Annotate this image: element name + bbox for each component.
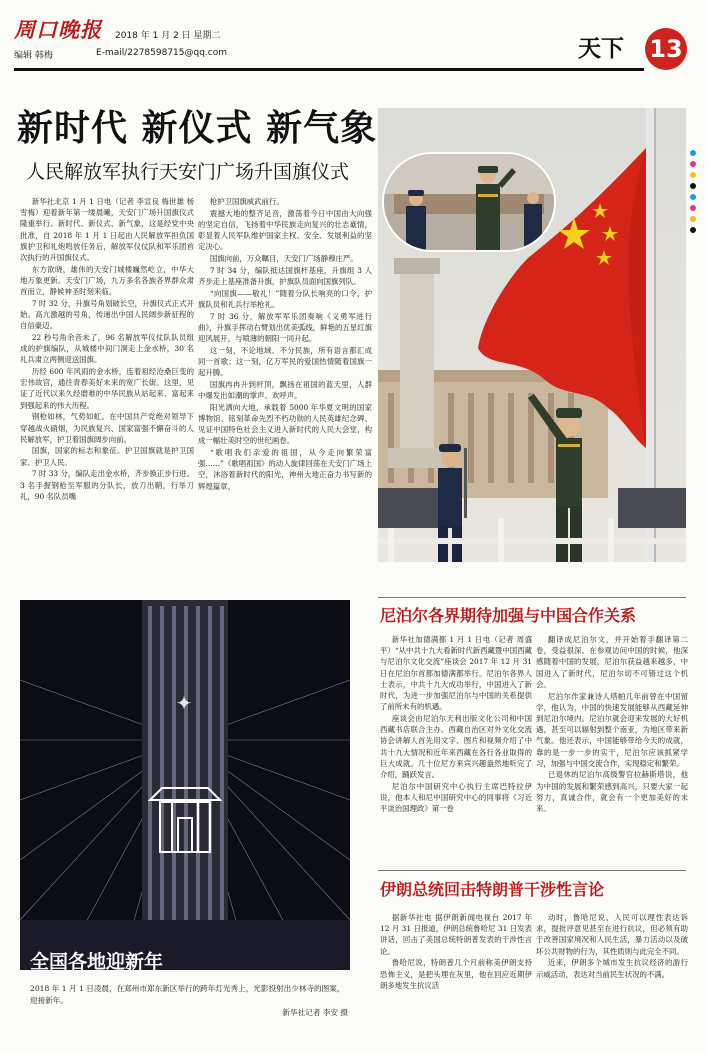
paragraph: 22 秒号角余音未了，96 名解放军仪仗队队员组成的护旗编队，从城楼中间门洞走上金水桥，30 名礼兵肃立两侧迎送国旗。 [20, 332, 194, 365]
paragraph: 尼泊尔作家兼诗人塔帕几年前曾在中国留学，他认为，中国的快速发展能够从西藏延伸到尼泊尔境内。尼泊尔就会迎来发展的大好机遇，甚至可以辐射到整个南亚，为地区带来新气象。他还表示，中国能够带给今天的成就，靠的是一步一步的实干，尼泊尔应该抓紧学习，加强与中国交流合作，实现稳定和繁荣。 [536, 691, 688, 768]
paragraph: “歌唱我们亲爱的祖国，从今走向繁荣富强……”《歌唱祖国》的动人旋律回荡在天安门广场上空，沐浴着新时代的阳光，神州大地正奋力书写新的辉煌篇章。 [198, 447, 372, 491]
story3-title: 伊朗总统回击特朗普干涉性言论 [380, 880, 605, 899]
story3-column-1 [380, 912, 532, 1044]
story3-top-rule [378, 870, 686, 871]
paragraph: 这一刻，不论地域、不分民族，所有语言都汇成同一首歌；这一刻，亿万军民的爱国热情随着国旗一起升腾。 [198, 345, 372, 378]
paragraph: 座谈会由尼泊尔天利出版文化公司和中国西藏书店联合主办。西藏自治区对外文化交流协会讲解人首先用文字、图片和视频介绍了中共十九大情况和近年来西藏在各行各业取得的巨大成就。几十位尼方来宾兴趣盎然地听完了介绍，踊跃发言。 [380, 713, 532, 779]
new-year-light-show-photo [20, 600, 350, 970]
svg-text:✦: ✦ [175, 691, 193, 715]
newspaper-logo: 周口晚报 [14, 17, 102, 42]
story2-column-1 [380, 634, 532, 866]
color-dot [690, 216, 696, 222]
paragraph: 翻译成尼泊尔文，并开始着手翻译第二卷，受益很深。在参观访问中国的时候，他深感随着中国的发展，尼泊尔获益越来越多，中国进入了新时代，尼泊尔切不可错过这个机会。 [536, 635, 688, 689]
paragraph: 7 时 34 分，编队抵达国旗杆基座，升旗组 3 人齐步走上基座准备升旗，护旗队员面向国旗列队。 [198, 265, 372, 286]
story3-column-2 [536, 912, 688, 1044]
paragraph: 鲁哈尼说，特朗普几个月前称美伊朗支持恐怖主义，是把头埋在灰里，他在回应近期伊朗多地发生抗议活 [380, 958, 532, 990]
story2-column-2 [536, 634, 688, 866]
color-dot [690, 150, 696, 156]
color-dot [690, 227, 696, 233]
paragraph: 新华社加德满都 1 月 1 日电（记者 周盛平）“从中共十九大看新时代新西藏暨中国西藏与尼泊尔文化交流”座谈会 2017 年 12 月 31 日在尼泊尔首都加德满都举行。尼泊尔各界人士表示，中共十九大成功举行，中国进入了新时代，为进一步加强尼泊尔与中国的关系提供了前所未有的机遇。 [380, 635, 532, 712]
paragraph: 7 时 32 分，升旗号角划破长空，升旗仪式正式开始。高亢激越的号角，传递出中国人民阔步新征程的自信豪迈。 [20, 298, 194, 331]
story2-top-rule [378, 597, 686, 598]
paragraph: 新华社北京 1 月 1 日电（记者 李宣良 梅世雄 杨雪梅）迎着新年第一缕晨曦，天安门广场升国旗仪式隆重举行。新时代、新仪式、新气象，这是经党中央批准，自 2018 年 1 月 1 日起由人民解放军担负国旗护卫和礼炮鸣放任务后，解放军仪仗队和军乐团首次执行的升国旗仪式。 [20, 197, 194, 263]
paragraph: 国旗冉冉升到杆顶，飘扬在祖国的蓝天里，人群中爆发出如潮的掌声、欢呼声。 [198, 379, 372, 400]
paragraph: 枪护卫国旗威武前行。 [209, 197, 284, 206]
color-dots-decoration [690, 150, 706, 238]
editor-email: E-mail/2278598715@qq.com [96, 48, 228, 58]
paragraph: 阳光洒向大地，承载着 5000 年华夏文明的国家博物馆、铭刻革命先烈不朽功勋的人民英雄纪念碑、见证中国特色社会主义进入新时代的人民大会堂，构成一幅壮美时空的世纪画卷。 [198, 402, 372, 446]
paragraph: 国旗向前，万众瞩目，天安门广场静穆庄严。 [209, 254, 358, 264]
light-show-illustration [20, 600, 350, 970]
page-number-badge: 13 [645, 28, 687, 70]
paragraph: 已退休的尼泊尔高级警官拉赫斯塔说，他为中国的发展和繁荣感到高兴，只要大家一起努力，真诚合作，就会有一个更加美好的未来。 [536, 770, 688, 814]
color-dot [690, 194, 696, 200]
story2-title: 尼泊尔各界期待加强与中国合作关系 [380, 606, 637, 625]
paragraph: 历经 600 年风雨的金水桥，连着祖经沧桑巨变的宏伟故宫，通往青春美好未来的宽广长街。这里，见证了近代以来久经磨难的中华民族从站起来、富起来到强起来的伟大历程。 [20, 367, 194, 410]
photo-caption [30, 983, 348, 1019]
paragraph: 尼泊尔中国研究中心执行主席巴特拉伊说，他本人和尼中国研究中心的同事将《习近平谈治国理政》第一卷 [380, 781, 532, 814]
photo-story-title: 全国各地迎新年 [30, 951, 164, 973]
photo-caption-text: 2018 年 1 月 1 日凌晨，在郑州市郑东新区举行的跨年灯光秀上，光影投射出少林寺的图案，迎接新年。 [30, 984, 345, 1005]
section-title: 天下 [578, 36, 624, 62]
photo-caption-author: 新华社记者 李安 摄 [282, 1008, 348, 1017]
paragraph: 国旗，国家的标志和象征。护卫国旗就是护卫国家、护卫人民。 [20, 446, 194, 467]
story1-column-2 [198, 196, 372, 588]
paragraph: 7 时 36 分，解放军军乐团奏响《义勇军进行曲》，升旗手挥动右臂划出优美弧线，鲜艳的五星红旗迎风展开，与喷薄的朝阳一同升起。 [198, 311, 372, 343]
paragraph: 东方欲晓，雄伟的天安门城楼巍然屹立，中华大地万象更新。天安门广场，九万多名各族各界群众肃首而立，静候神圣时刻来临。 [20, 264, 194, 297]
color-dot [690, 161, 696, 167]
issue-date: 2018 年 1 月 2 日 星期二 [115, 31, 221, 41]
paragraph: 据新华社电 据伊朗新闻电视台 2017 年 12 月 31 日报道，伊朗总统鲁哈尼 31 日发表讲话，回击了美国总统特朗普发表的干涉性言论。 [380, 913, 532, 956]
paragraph: 近来，伊朗多个城市发生抗议经济的游行示威活动，表达对当前民生状况的不满。 [536, 958, 688, 979]
color-dot [690, 183, 696, 189]
paragraph: “向国旗——敬礼！”随着分队长响亮的口令，护旗队员和礼兵行举枪礼。 [198, 288, 372, 309]
story1-column-1 [20, 196, 194, 588]
paragraph: 动时，鲁哈尼说，人民可以理性表达诉求，提批评意见甚至在进行抗议，但必须有助于改善国家境况和人民生活，暴力活动以及破坏公共财物的行为，其性质则与此完全不同。 [536, 913, 688, 956]
masthead-rule [14, 68, 644, 71]
color-dot [690, 205, 696, 211]
page-headline: 新时代 新仪式 新气象 [17, 108, 378, 149]
page-subheadline: 人民解放军执行天安门广场升国旗仪式 [26, 161, 350, 183]
inset-soldier-illustration [384, 154, 554, 250]
masthead [0, 0, 708, 74]
paragraph: 7 时 33 分，编队走出金水桥，齐步换正步行进。3 名手握钢枪至军服的分队长，放刀出鞘，行举刀礼，90 名队员嘴 [20, 469, 194, 501]
editor-credit: 编辑 韩梅 [14, 51, 53, 61]
paragraph: 震撼大地的整齐足音，激荡着今日中国由大向强的坚定自信，飞扬着中华民族走向复兴的壮志豪情，彰显着人民军队维护国家主权、安全、发展利益的坚定决心。 [198, 208, 372, 252]
paragraph: 钢枪如林，气势如虹。在中国共产党绝对领导下穿越战火硝烟，为民族复兴、国家富强不懈奋斗的人民解放军，护卫着国旗阔步向前。 [20, 412, 194, 444]
color-dot [690, 172, 696, 178]
inset-soldier-salute-photo [382, 152, 556, 252]
